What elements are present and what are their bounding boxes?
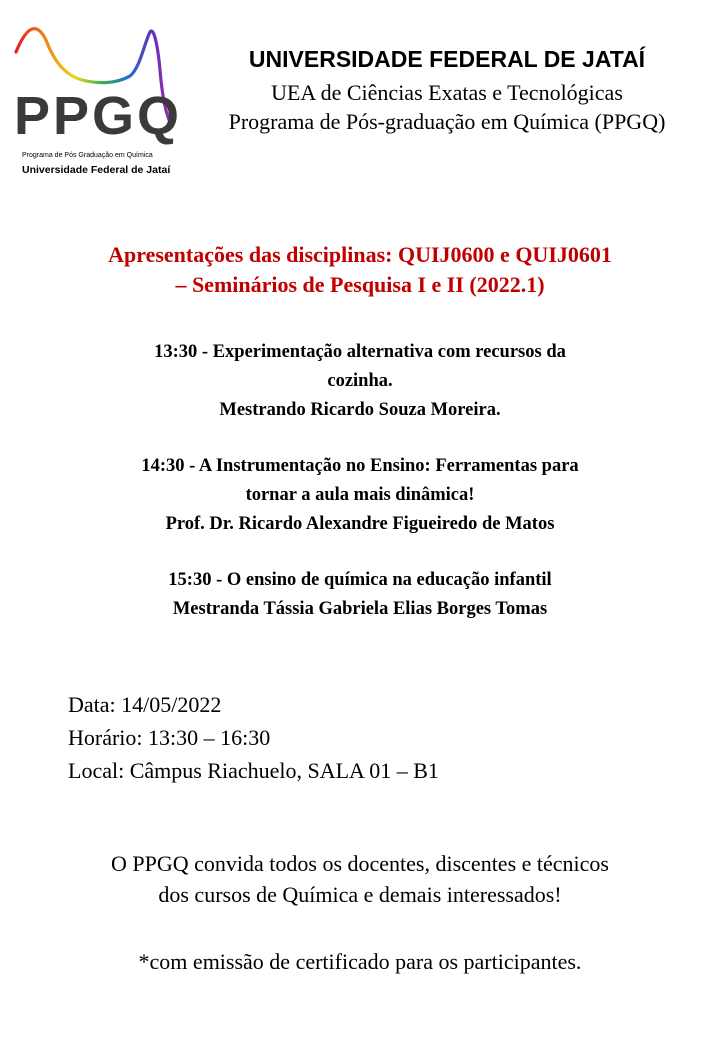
unit-name: UEA de Ciências Exatas e Tecnológicas [271,80,623,105]
talk-item [0,452,720,539]
event-title [0,240,720,300]
talk-title-line-2: tornar a aula mais dinâmica! [245,485,475,505]
event-title-line-2: – Seminários de Pesquisa I e II (2022.1) [175,272,545,297]
talk-title-line-1: 13:30 - Experimentação alternativa com recursos da [154,342,566,362]
logo-university: Universidade Federal de Jataí [22,164,171,176]
document-header [182,40,712,136]
certificate-note: *com emissão de certificado para os participantes. [138,949,582,974]
logo-subtitle: Programa de Pós Graduação em Química [22,152,153,159]
talk-title-line-1: 14:30 - A Instrumentação no Ensino: Ferramentas para [141,456,579,476]
talk-title-line-2: cozinha. [327,371,393,391]
event-title-line-1: Apresentações das disciplinas: QUIJ0600 e QUIJ0601 [108,242,612,267]
invitation-line-1: O PPGQ convida todos os docentes, discentes e técnicos [111,851,609,876]
logo-acronym: PPGQ [14,86,183,146]
ppgq-logo [12,14,184,174]
invitation-text [0,848,720,910]
talk-speaker: Prof. Dr. Ricardo Alexandre Figueiredo de Matos [165,514,555,534]
event-info [68,688,439,787]
talk-speaker: Mestranda Tássia Gabriela Elias Borges Tomas [172,599,548,619]
university-title: UNIVERSIDADE FEDERAL DE JATAÍ [248,46,646,72]
talk-item [0,338,720,425]
ppgq-logo-graphic [12,14,184,149]
talk-speaker: Mestrando Ricardo Souza Moreira. [219,400,501,420]
invitation-line-2: dos cursos de Química e demais interessados! [158,882,562,907]
event-location: Local: Câmpus Riachuelo, SALA 01 – B1 [68,758,439,783]
event-time: Horário: 13:30 – 16:30 [68,725,271,750]
program-name: Programa de Pós-graduação em Química (PPGQ) [228,109,666,134]
event-date: Data: 14/05/2022 [68,692,222,717]
talk-item [0,566,720,624]
talk-title-line-1: 15:30 - O ensino de química na educação infantil [168,570,552,590]
